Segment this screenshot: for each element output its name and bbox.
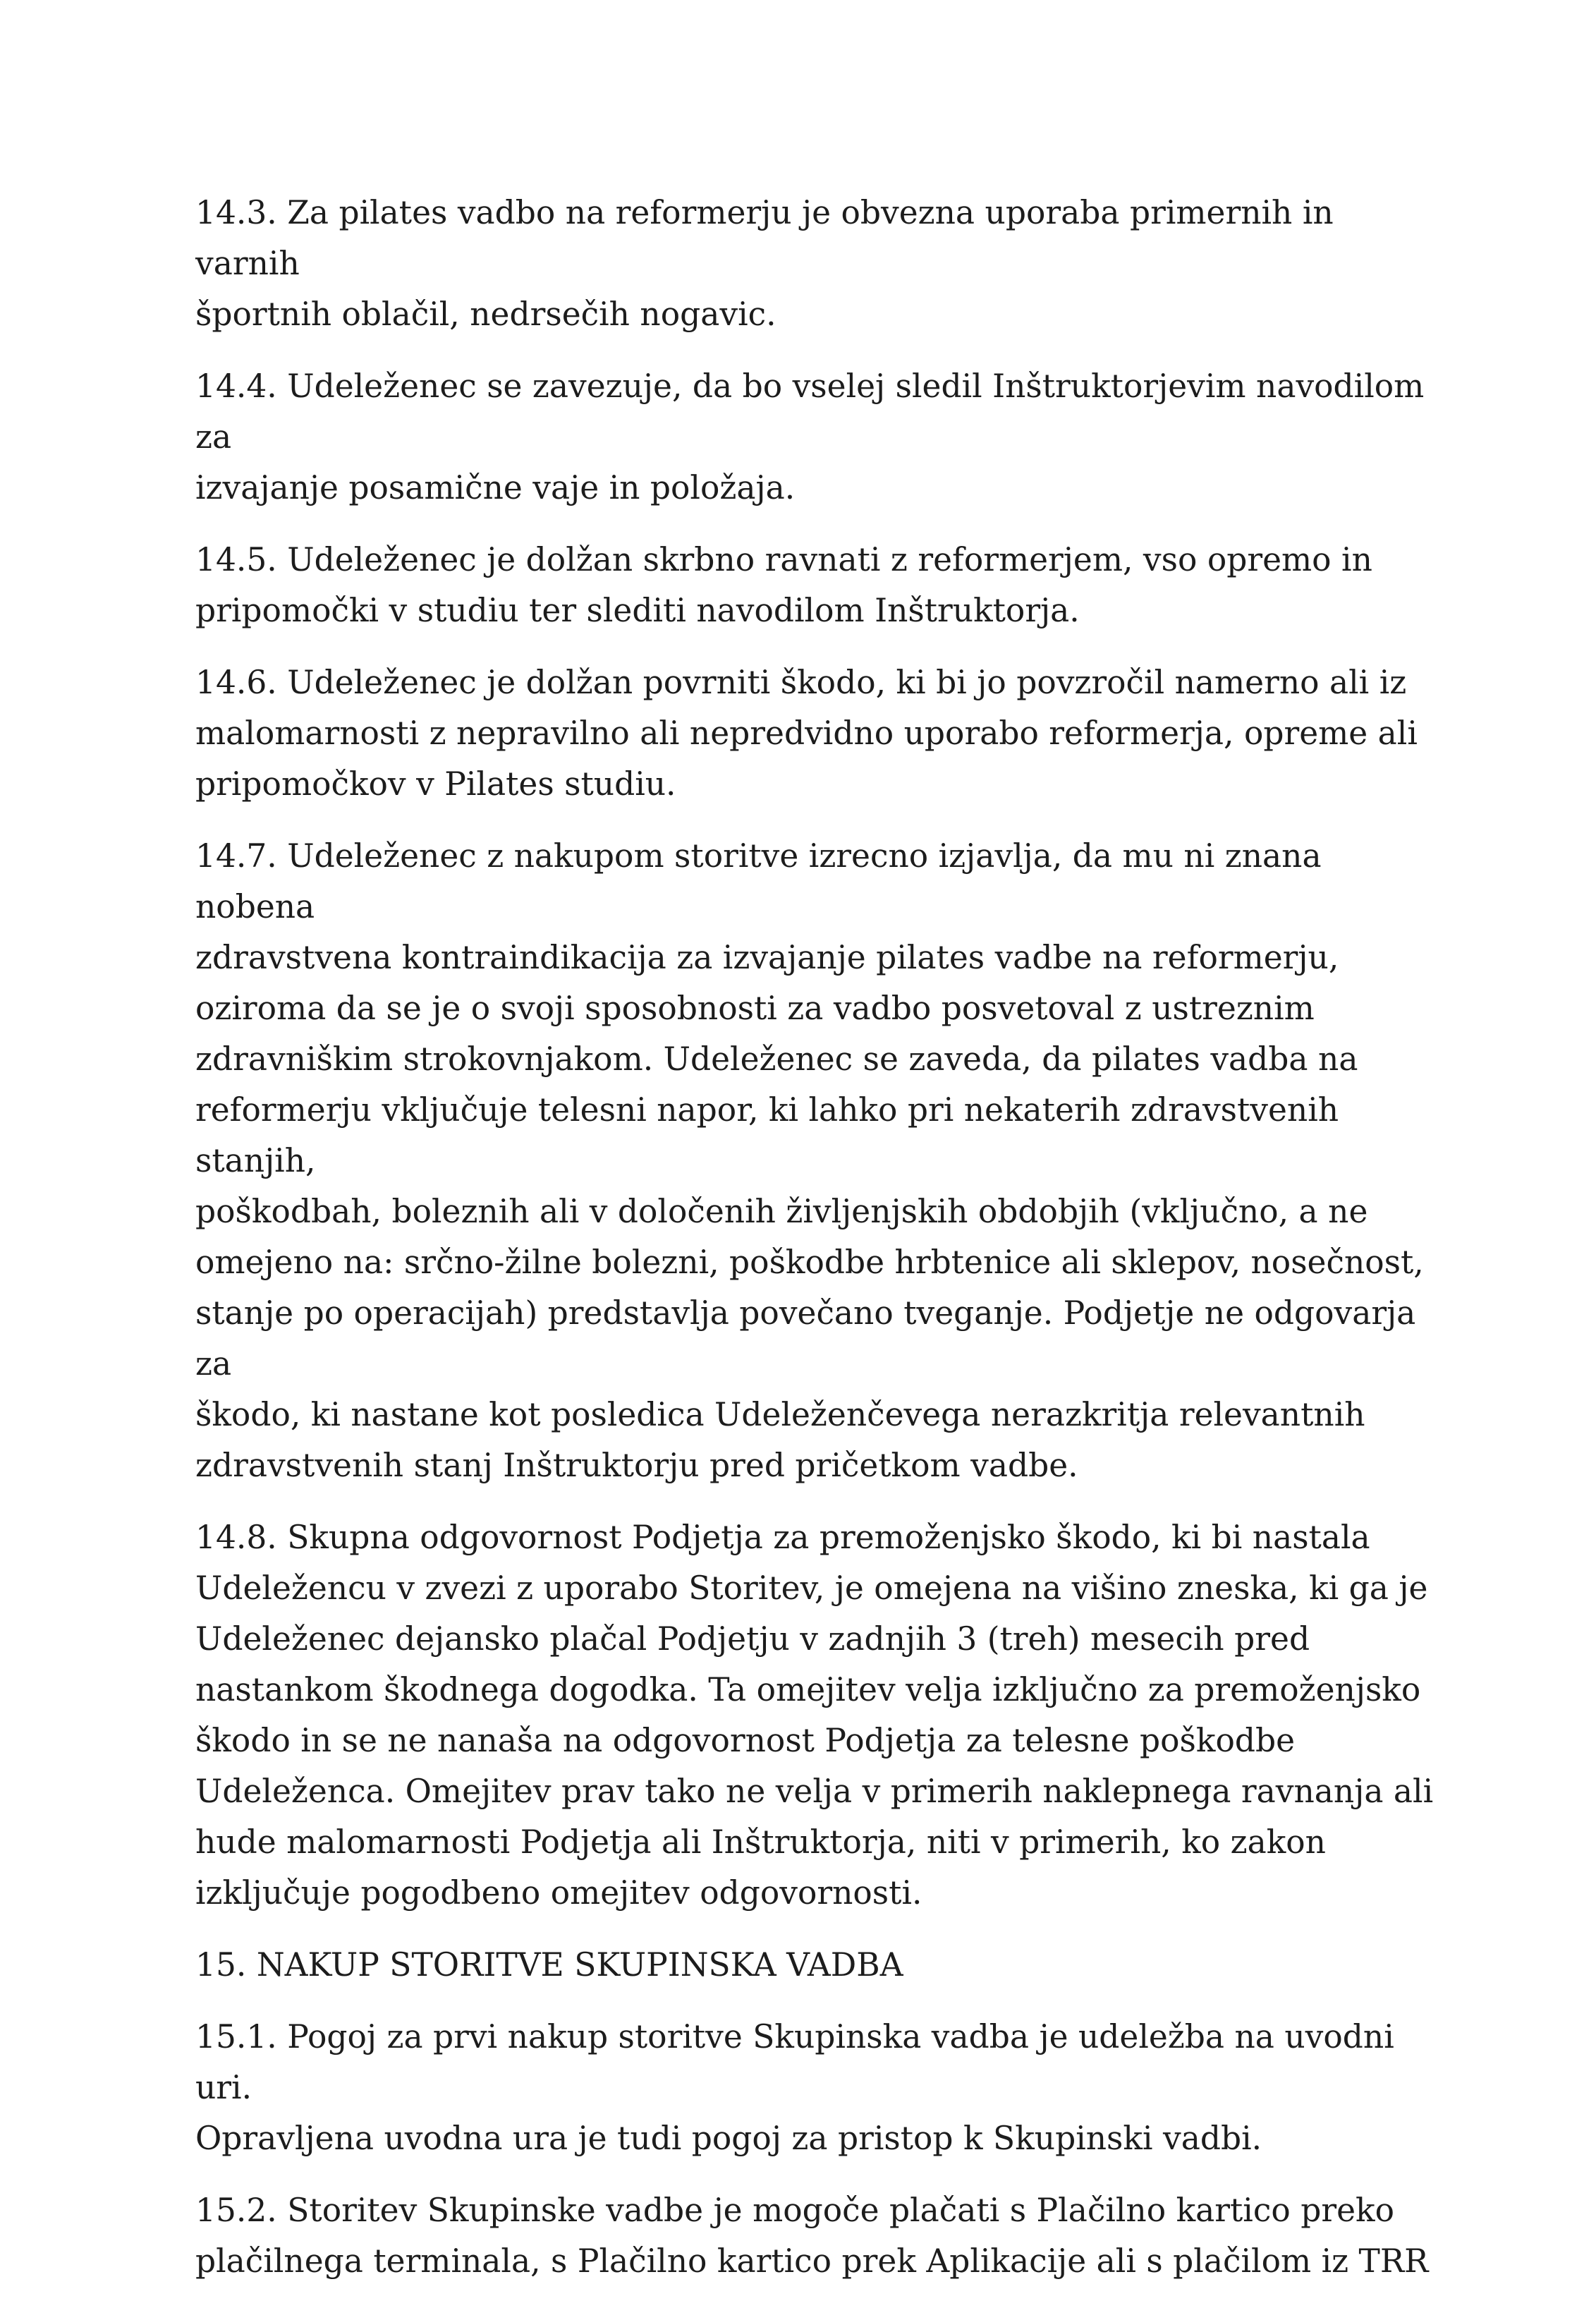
section-15-heading: 15. NAKUP STORITVE SKUPINSKA VADBA xyxy=(195,1946,903,1984)
clause-15-1: 15.1. Pogoj za prvi nakup storitve Skupinska vadba je udeležba na uvodni uri. Opravljena uvodna ura je tudi pogoj za pristop k Skupinski vadbi. xyxy=(195,2018,1394,2157)
clause-14-6: 14.6. Udeleženec je dolžan povrniti škodo, ki bi jo povzročil namerno ali iz malomarnosti z nepravilno ali nepredvidno uporabo reformerja, opreme ali pripomočkov v Pilates studiu. xyxy=(195,664,1418,803)
clause-14-4: 14.4. Udeleženec se zavezuje, da bo vselej sledil Inštruktorjevim navodilom za izvajanje posamične vaje in položaja. xyxy=(195,368,1425,506)
document-page xyxy=(195,188,1437,2308)
clause-14-8: 14.8. Skupna odgovornost Podjetja za premoženjsko škodo, ki bi nastala Udeležencu v zvezi z uporabo Storitev, je omejena na višino zneska, ki ga je Udeleženec dejansko plačal Podjetju v zadnjih 3 (treh) mesecih pred nastankom škodnega dogodka. Ta omejitev velja izključno za premoženjsko škodo in se ne nanaša na odgovornost Podjetja za telesne poškodbe Udeleženca. Omejitev prav tako ne velja v primerih naklepnega ravnanja ali hude malomarnosti Podjetja ali Inštruktorja, niti v primerih, ko zakon izključuje pogodbeno omejitev odgovornosti. xyxy=(195,1519,1434,1912)
clause-14-5: 14.5. Udeleženec je dolžan skrbno ravnati z reformerjem, vso opremo in pripomočki v studiu ter slediti navodilom Inštruktorja. xyxy=(195,541,1372,629)
clause-15-2: 15.2. Storitev Skupinske vadbe je mogoče plačati s Plačilno kartico preko plačilnega terminala, s Plačilno kartico prek Aplikacije ali s plačilom iz TRR xyxy=(195,2192,1429,2280)
clause-14-3: 14.3. Za pilates vadbo na reformerju je obvezna uporaba primernih in varnih športnih oblačil, nedrsečih nogavic. xyxy=(195,194,1334,333)
clause-14-7: 14.7. Udeleženec z nakupom storitve izrecno izjavlja, da mu ni znana nobena zdravstvena kontraindikacija za izvajanje pilates vadbe na reformerju, oziroma da se je o svoji sposobnosti za vadbo posvetoval z ustreznim zdravniškim strokovnjakom. Udeleženec se zaveda, da pilates vadba na reformerju vključuje telesni napor, ki lahko pri nekaterih zdravstvenih stanjih, poškodbah, boleznih ali v določenih življenjskih obdobjih (vključno, a ne omejeno na: srčno-žilne bolezni, poškodbe hrbtenice ali sklepov, nosečnost, stanje po operacijah) predstavlja povečano tveganje. Podjetje ne odgovarja za škodo, ki nastane kot posledica Udeleženčevega nerazkritja relevantnih zdravstvenih stanj Inštruktorju pred pričetkom vadbe. xyxy=(195,837,1424,1484)
